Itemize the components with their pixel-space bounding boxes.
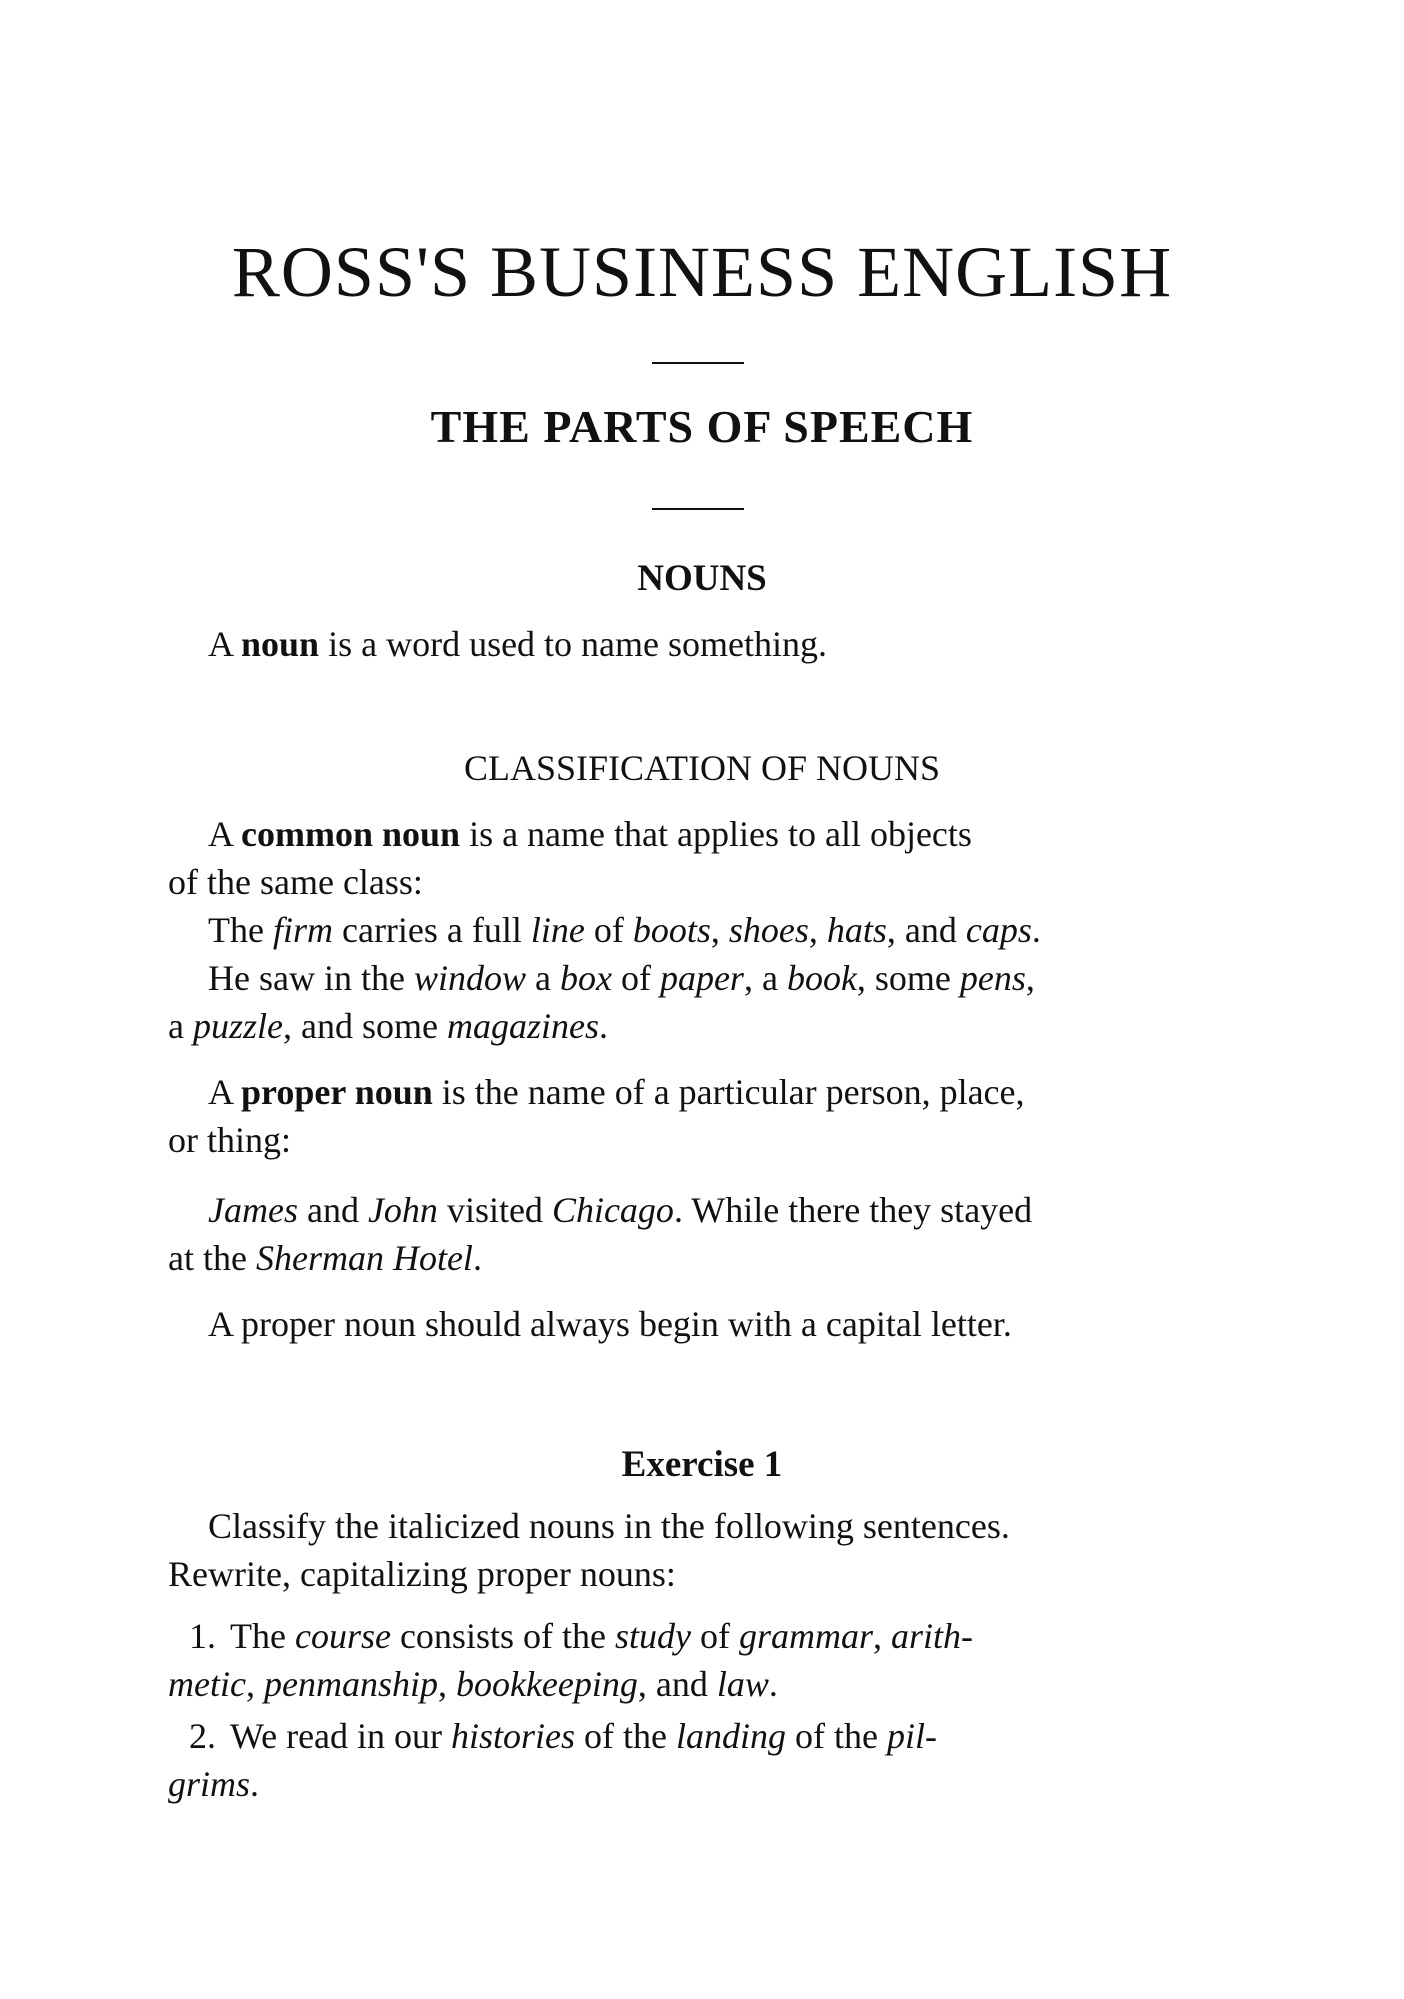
- italic-noun: shoes: [728, 910, 809, 950]
- text-run: of: [690, 1616, 739, 1656]
- italic-noun: boots: [632, 910, 711, 950]
- text-run: of: [584, 910, 633, 950]
- common-noun-example-1: [208, 906, 1232, 954]
- text-run: .: [472, 1238, 482, 1278]
- text-run: at the: [168, 1238, 256, 1278]
- italic-noun: landing: [676, 1716, 787, 1756]
- text-run: , and some: [282, 1006, 447, 1046]
- text-run: a: [525, 958, 560, 998]
- text-run: of: [611, 958, 660, 998]
- proper-noun-example-continued: [168, 1234, 1232, 1282]
- item-number: 2.: [189, 1716, 216, 1756]
- italic-noun: arith-: [890, 1616, 973, 1656]
- exercise-title: Exercise 1: [621, 1444, 783, 1485]
- italic-noun: puzzle: [192, 1006, 283, 1046]
- italic-noun: metic: [168, 1664, 246, 1704]
- exercise-item-2: [168, 1712, 937, 1760]
- text-run: is a word used to name something.: [319, 624, 828, 664]
- text-run: consists of the: [390, 1616, 615, 1656]
- text-run: , and: [637, 1664, 717, 1704]
- exercise-item-1: [168, 1612, 973, 1660]
- noun-definition: [168, 620, 1232, 668]
- text-run: A: [208, 624, 242, 664]
- section-divider: [652, 508, 744, 510]
- text-run: ,: [872, 1616, 891, 1656]
- italic-noun: window: [413, 958, 526, 998]
- proper-noun-example: [168, 1186, 1232, 1234]
- italic-noun: course: [294, 1616, 391, 1656]
- italic-noun: line: [530, 910, 585, 950]
- text-run: and: [297, 1190, 368, 1230]
- paragraph-line: or thing:: [168, 1120, 291, 1160]
- italic-noun: hats: [826, 910, 887, 950]
- text-run: is a name that applies to all objects: [460, 814, 972, 854]
- italic-noun: grims: [168, 1764, 251, 1804]
- text-run: , and: [886, 910, 966, 950]
- italic-noun: paper: [659, 958, 744, 998]
- italic-noun: study: [614, 1616, 691, 1656]
- italic-noun: histories: [451, 1716, 576, 1756]
- exercise-instructions: [168, 1502, 1232, 1598]
- title-divider: [652, 362, 744, 364]
- paragraph-line: of the same class:: [168, 862, 423, 902]
- term-noun: noun: [241, 624, 320, 664]
- text-run: .: [250, 1764, 260, 1804]
- text-run: A: [208, 1072, 242, 1112]
- text-run: visited: [437, 1190, 552, 1230]
- italic-noun: magazines: [446, 1006, 599, 1046]
- paragraph-line: Rewrite, capitalizing proper nouns:: [168, 1554, 676, 1594]
- italic-noun: grammar: [738, 1616, 873, 1656]
- italic-noun: Sherman Hotel: [255, 1238, 473, 1278]
- text-run: ,: [1025, 958, 1035, 998]
- text-run: The: [230, 1616, 295, 1656]
- text-run: , some: [856, 958, 960, 998]
- section-title: THE PARTS OF SPEECH: [430, 401, 974, 452]
- text-run: We read in our: [230, 1716, 452, 1756]
- text-run: .: [768, 1664, 778, 1704]
- exercise-item-2-continued: [168, 1760, 1232, 1808]
- proper-noun-rule: A proper noun should always begin with a capital letter.: [208, 1304, 1012, 1344]
- proper-noun-definition: [168, 1068, 1232, 1164]
- text-run: , a: [743, 958, 787, 998]
- paragraph-line: [168, 1068, 1232, 1116]
- italic-noun: pens: [959, 958, 1026, 998]
- text-run: of the: [786, 1716, 887, 1756]
- common-noun-example-2-continued: [168, 1002, 1232, 1050]
- term-proper-noun: proper noun: [241, 1072, 433, 1112]
- text-run: A: [208, 814, 242, 854]
- text-run: .: [598, 1006, 608, 1046]
- text-run: ,: [437, 1664, 456, 1704]
- italic-noun: box: [559, 958, 612, 998]
- text-run: is the name of a particular person, place,: [432, 1072, 1025, 1112]
- item-number: 1.: [189, 1616, 216, 1656]
- book-title: ROSS'S BUSINESS ENGLISH: [231, 232, 1173, 312]
- text-run: . While there they stayed: [673, 1190, 1033, 1230]
- subsection-title: NOUNS: [637, 558, 767, 599]
- text-run: a: [168, 1006, 193, 1046]
- paragraph-line: [168, 810, 1232, 858]
- text-run: of the: [575, 1716, 676, 1756]
- italic-noun: penmanship: [263, 1664, 438, 1704]
- italic-noun: book: [786, 958, 857, 998]
- italic-noun: caps: [965, 910, 1032, 950]
- italic-noun: James: [208, 1190, 298, 1230]
- italic-noun: firm: [272, 910, 333, 950]
- text-run: The: [208, 910, 273, 950]
- italic-noun: pil-: [886, 1716, 937, 1756]
- paragraph-line: Classify the italicized nouns in the following sentences.: [208, 1506, 1010, 1546]
- text-run: .: [1031, 910, 1041, 950]
- classification-title: CLASSIFICATION OF NOUNS: [463, 748, 941, 788]
- term-common-noun: common noun: [241, 814, 461, 854]
- common-noun-definition: [168, 810, 1232, 906]
- text-run: ,: [245, 1664, 264, 1704]
- text-run: carries a full: [332, 910, 531, 950]
- italic-noun: John: [367, 1190, 438, 1230]
- italic-noun: bookkeeping: [455, 1664, 638, 1704]
- text-run: ,: [808, 910, 827, 950]
- italic-noun: law: [716, 1664, 769, 1704]
- text-run: He saw in the: [208, 958, 414, 998]
- common-noun-example-2: [208, 954, 1232, 1002]
- exercise-item-1-continued: [168, 1660, 1232, 1708]
- italic-noun: Chicago: [551, 1190, 674, 1230]
- text-run: ,: [710, 910, 729, 950]
